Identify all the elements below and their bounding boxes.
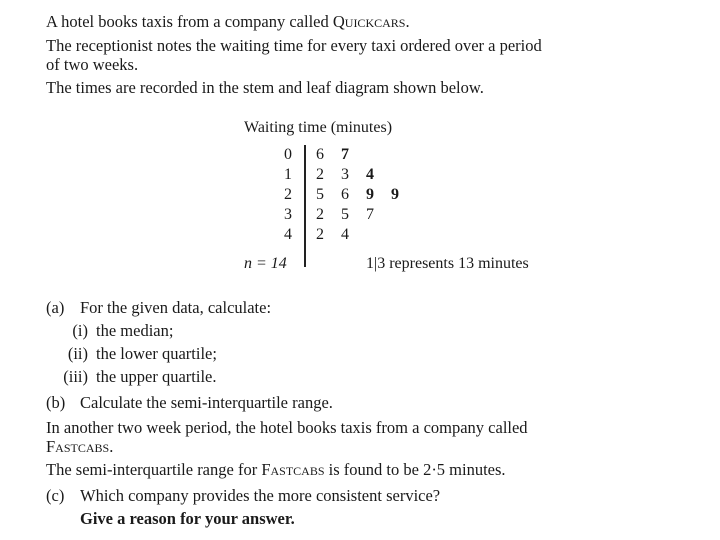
leaf: 4 (341, 226, 349, 243)
stem-3: 3 (284, 206, 292, 223)
intro-line-1-post: . (405, 12, 410, 31)
context-line-2-pre: The semi-interquartile range for (46, 460, 262, 479)
stem-4: 4 (284, 226, 292, 243)
leaf: 2 (316, 206, 324, 223)
stem-1: 1 (284, 166, 292, 183)
question-a-ii-label: (ii) (67, 344, 88, 363)
question-a-iii (46, 367, 217, 387)
question-b-text: Calculate the semi-interquartile range. (80, 393, 333, 412)
stem-leaf-divider (304, 145, 306, 267)
question-b (46, 393, 333, 413)
question-a (46, 298, 271, 318)
leaf: 3 (341, 166, 349, 183)
leaf: 7 (366, 206, 374, 223)
question-b-label: (b) (46, 393, 66, 412)
leaf-row-0 (316, 145, 416, 165)
leaf-row-4 (316, 225, 416, 245)
intro-line-3: of two weeks. (46, 55, 139, 74)
leaf: 7 (341, 146, 349, 163)
leaf: 9 (391, 186, 399, 203)
stem-0: 0 (284, 146, 292, 163)
question-a-i (46, 321, 173, 341)
leaf-row-2 (316, 185, 416, 205)
context-line-1-pre: In another two week period, the hotel books taxis from a company called (46, 418, 528, 437)
intro-line-1 (46, 12, 410, 32)
question-a-ii (46, 344, 217, 364)
question-a-ii-text: the lower quartile; (96, 344, 217, 363)
leaf-row-1 (316, 165, 416, 185)
context-line-2 (46, 460, 506, 480)
intro-line-4: The times are recorded in the stem and leaf diagram shown below. (46, 78, 484, 97)
question-a-text: For the given data, calculate: (80, 298, 272, 317)
stem-2: 2 (284, 186, 292, 203)
leaf: 5 (316, 186, 324, 203)
leaf: 9 (366, 186, 374, 203)
question-c-reason: Give a reason for your answer. (80, 509, 295, 528)
company-name-quickcars: Quickcars (332, 12, 406, 31)
context-line-2-post: is found to be 2·5 minutes. (324, 460, 506, 479)
question-a-i-label: (i) (72, 321, 88, 340)
diagram-title: Waiting time (minutes) (244, 119, 393, 136)
leaf-column (316, 145, 416, 245)
question-a-iii-label: (iii) (63, 367, 88, 386)
leaf: 2 (316, 226, 324, 243)
stem-column (278, 145, 298, 245)
company-name-fastcabs: Fastcabs (261, 460, 325, 479)
leaf: 6 (316, 146, 324, 163)
context-line-1 (46, 418, 528, 438)
intro-line-1-pre: A hotel books taxis from a company called (46, 12, 333, 31)
leaf: 6 (341, 186, 349, 203)
question-a-i-text: the median; (96, 321, 174, 340)
question-c-label: (c) (46, 486, 65, 505)
diagram-key: 1|3 represents 13 minutes (366, 255, 529, 272)
question-c-text: Which company provides the more consistent service? (80, 486, 441, 505)
company-name-fastcabs: Fastcabs (46, 437, 110, 456)
sample-size-label: n = 14 (244, 255, 287, 272)
question-a-label: (a) (46, 298, 65, 317)
intro-line-2: The receptionist notes the waiting time for every taxi ordered over a period (46, 36, 542, 55)
leaf: 5 (341, 206, 349, 223)
leaf: 2 (316, 166, 324, 183)
leaf: 4 (366, 166, 374, 183)
context-line-1-post: . (109, 437, 114, 456)
question-c (46, 486, 440, 506)
question-a-iii-text: the upper quartile. (96, 367, 217, 386)
context-line-1-cont (46, 437, 113, 457)
leaf-row-3 (316, 205, 416, 225)
